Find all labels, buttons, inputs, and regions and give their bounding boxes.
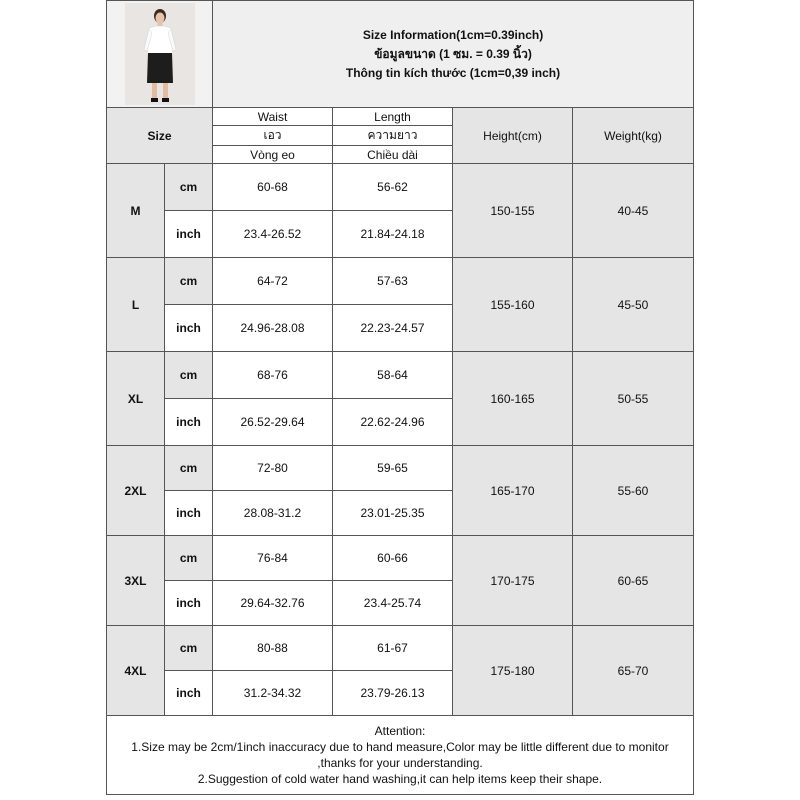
unit-inch: inch: [165, 671, 213, 716]
waist-inch-cell: 29.64-32.76: [213, 581, 333, 626]
title-vietnamese: Thông tin kích thước (1cm=0,39 inch): [345, 65, 561, 80]
size-chart-table: [106, 0, 694, 795]
unit-cm: cm: [165, 536, 213, 581]
weight-cell: 60-65: [573, 536, 694, 626]
height-cell: 165-170: [453, 446, 573, 536]
height-cell: 170-175: [453, 536, 573, 626]
unit-cm: cm: [165, 626, 213, 671]
waist-cm-cell: 60-68: [213, 164, 333, 211]
size-cell: M: [107, 164, 165, 258]
product-photo-cell: [107, 1, 213, 108]
unit-inch: inch: [165, 211, 213, 258]
length-inch-cell: 22.62-24.96: [333, 399, 453, 446]
weight-cell: 50-55: [573, 352, 694, 446]
size-info-title: [213, 1, 694, 108]
length-cm-cell: 56-62: [333, 164, 453, 211]
size-row-3xl-cm: [107, 536, 694, 581]
waist-cm-cell: 80-88: [213, 626, 333, 671]
title-english: Size Information(1cm=0.39inch): [362, 27, 544, 42]
attention-note: [107, 716, 694, 795]
unit-cm: cm: [165, 352, 213, 399]
attention-note-1: 1.Size may be 2cm/1inch inaccuracy due to hand measure,Color may be little different due to monitor ,thanks for your understanding.: [131, 740, 669, 770]
unit-cm: cm: [165, 446, 213, 491]
waist-inch-cell: 24.96-28.08: [213, 305, 333, 352]
size-cell: L: [107, 258, 165, 352]
weight-cell: 40-45: [573, 164, 694, 258]
waist-header-th: เอว: [213, 126, 333, 146]
weight-cell: 55-60: [573, 446, 694, 536]
length-header-th: ความยาว: [333, 126, 453, 146]
unit-inch: inch: [165, 491, 213, 536]
size-row-l-cm: [107, 258, 694, 305]
height-cell: 160-165: [453, 352, 573, 446]
unit-inch: inch: [165, 581, 213, 626]
waist-inch-cell: 28.08-31.2: [213, 491, 333, 536]
unit-inch: inch: [165, 305, 213, 352]
waist-inch-cell: 31.2-34.32: [213, 671, 333, 716]
length-cm-cell: 57-63: [333, 258, 453, 305]
header-row: [107, 1, 694, 108]
waist-cm-cell: 72-80: [213, 446, 333, 491]
weight-cell: 45-50: [573, 258, 694, 352]
height-cell: 150-155: [453, 164, 573, 258]
height-cell: 175-180: [453, 626, 573, 716]
length-cm-cell: 59-65: [333, 446, 453, 491]
length-cm-cell: 58-64: [333, 352, 453, 399]
attention-heading: Attention:: [374, 724, 426, 738]
column-header-row-1: [107, 108, 694, 126]
product-photo: [125, 3, 195, 105]
size-cell: 4XL: [107, 626, 165, 716]
size-row-xl-cm: [107, 352, 694, 399]
length-inch-cell: 23.4-25.74: [333, 581, 453, 626]
unit-inch: inch: [165, 399, 213, 446]
length-cm-cell: 61-67: [333, 626, 453, 671]
weight-column-header: Weight(kg): [573, 108, 694, 164]
size-row-m-cm: [107, 164, 694, 211]
height-cell: 155-160: [453, 258, 573, 352]
size-row-2xl-cm: [107, 446, 694, 491]
size-row-4xl-cm: [107, 626, 694, 671]
weight-cell: 65-70: [573, 626, 694, 716]
waist-inch-cell: 26.52-29.64: [213, 399, 333, 446]
title-thai: ข้อมูลขนาด (1 ซม. = 0.39 นิ้ว): [374, 46, 532, 61]
waist-inch-cell: 23.4-26.52: [213, 211, 333, 258]
attention-note-2: 2.Suggestion of cold water hand washing,it can help items keep their shape.: [197, 772, 603, 786]
waist-header-en: Waist: [213, 108, 333, 126]
length-cm-cell: 60-66: [333, 536, 453, 581]
length-inch-cell: 23.01-25.35: [333, 491, 453, 536]
size-cell: 2XL: [107, 446, 165, 536]
size-column-header: Size: [107, 108, 213, 164]
unit-cm: cm: [165, 258, 213, 305]
length-inch-cell: 21.84-24.18: [333, 211, 453, 258]
length-header-en: Length: [333, 108, 453, 126]
size-cell: XL: [107, 352, 165, 446]
waist-cm-cell: 68-76: [213, 352, 333, 399]
length-inch-cell: 23.79-26.13: [333, 671, 453, 716]
attention-row: [107, 716, 694, 795]
waist-header-vi: Vòng eo: [213, 146, 333, 164]
waist-cm-cell: 76-84: [213, 536, 333, 581]
length-header-vi: Chiều dài: [333, 146, 453, 164]
height-column-header: Height(cm): [453, 108, 573, 164]
unit-cm: cm: [165, 164, 213, 211]
length-inch-cell: 22.23-24.57: [333, 305, 453, 352]
size-cell: 3XL: [107, 536, 165, 626]
waist-cm-cell: 64-72: [213, 258, 333, 305]
